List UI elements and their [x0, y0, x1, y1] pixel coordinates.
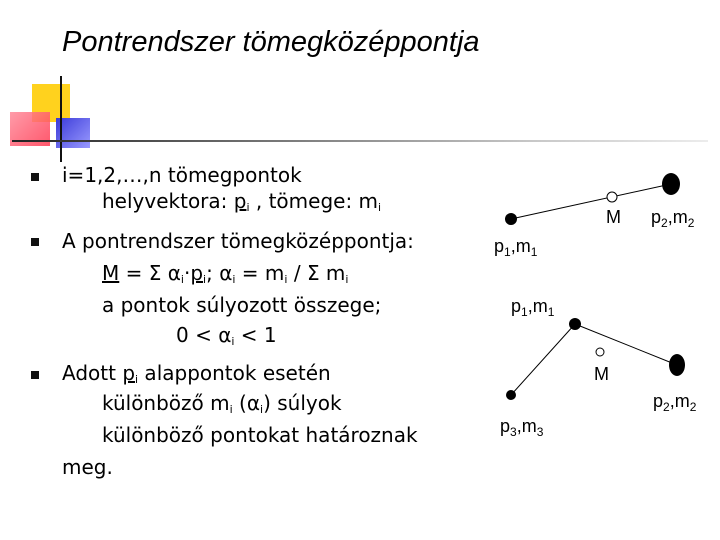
bullet-2-formula: M = Σ $\alpha_i\cdot p_i$; $\alpha_i = m_i / \Sigma$ $m_i$ — [102, 261, 349, 286]
bullet-2-line-1: A pontrendszer tömegközéppontja: — [62, 229, 414, 253]
diagram2-point-p2 — [669, 354, 685, 376]
bullet-3-line-2: különböző $m_i$ $(\alpha_i)$ súlyok — [102, 391, 342, 416]
bullet-3-line-4: meg. — [62, 455, 113, 479]
diagram2-label-p3: $p_3,m_3$ — [500, 416, 544, 439]
diagram2-label-p2: $p_2,m_2$ — [653, 391, 697, 414]
diagram1-point-p2 — [662, 173, 680, 195]
diagram2-label-M: M — [594, 364, 609, 384]
diagram1-label-p1: $p_1,m_1$ — [494, 236, 538, 259]
diagram1-segment — [511, 184, 671, 219]
diagram2-point-M — [596, 348, 604, 356]
bullet-1-line-1: i=1,2,…,n tömegpontok — [62, 163, 302, 187]
bullet-3-line-3: különböző pontokat határoznak — [102, 423, 418, 447]
slide-title: Pontrendszer tömegközéppontja — [62, 26, 480, 58]
bullet-3-line-1: Adott $p_i$ alappontok esetén — [62, 361, 331, 386]
diagram1-label-p2: $p_2,m_2$ — [651, 207, 695, 230]
diagram1-point-p1 — [505, 213, 517, 225]
diagram2-point-p1 — [569, 318, 581, 330]
diagram1-label-M: M — [606, 207, 621, 227]
bullet-1-line-2: helyvektora: $p_i$ , tömege: $m_i$ — [102, 189, 382, 214]
diagram2-label-p1: $p_1,m_1$ — [511, 296, 555, 319]
bullet-2-line-3: a pontok súlyozott összege; — [102, 293, 382, 317]
bullet-2-line-4: $0 < \alpha_i < 1$ — [176, 323, 277, 348]
diagram2-edges — [511, 324, 677, 395]
diagram2-point-p3 — [506, 390, 516, 400]
diagram1-point-M — [607, 192, 617, 202]
